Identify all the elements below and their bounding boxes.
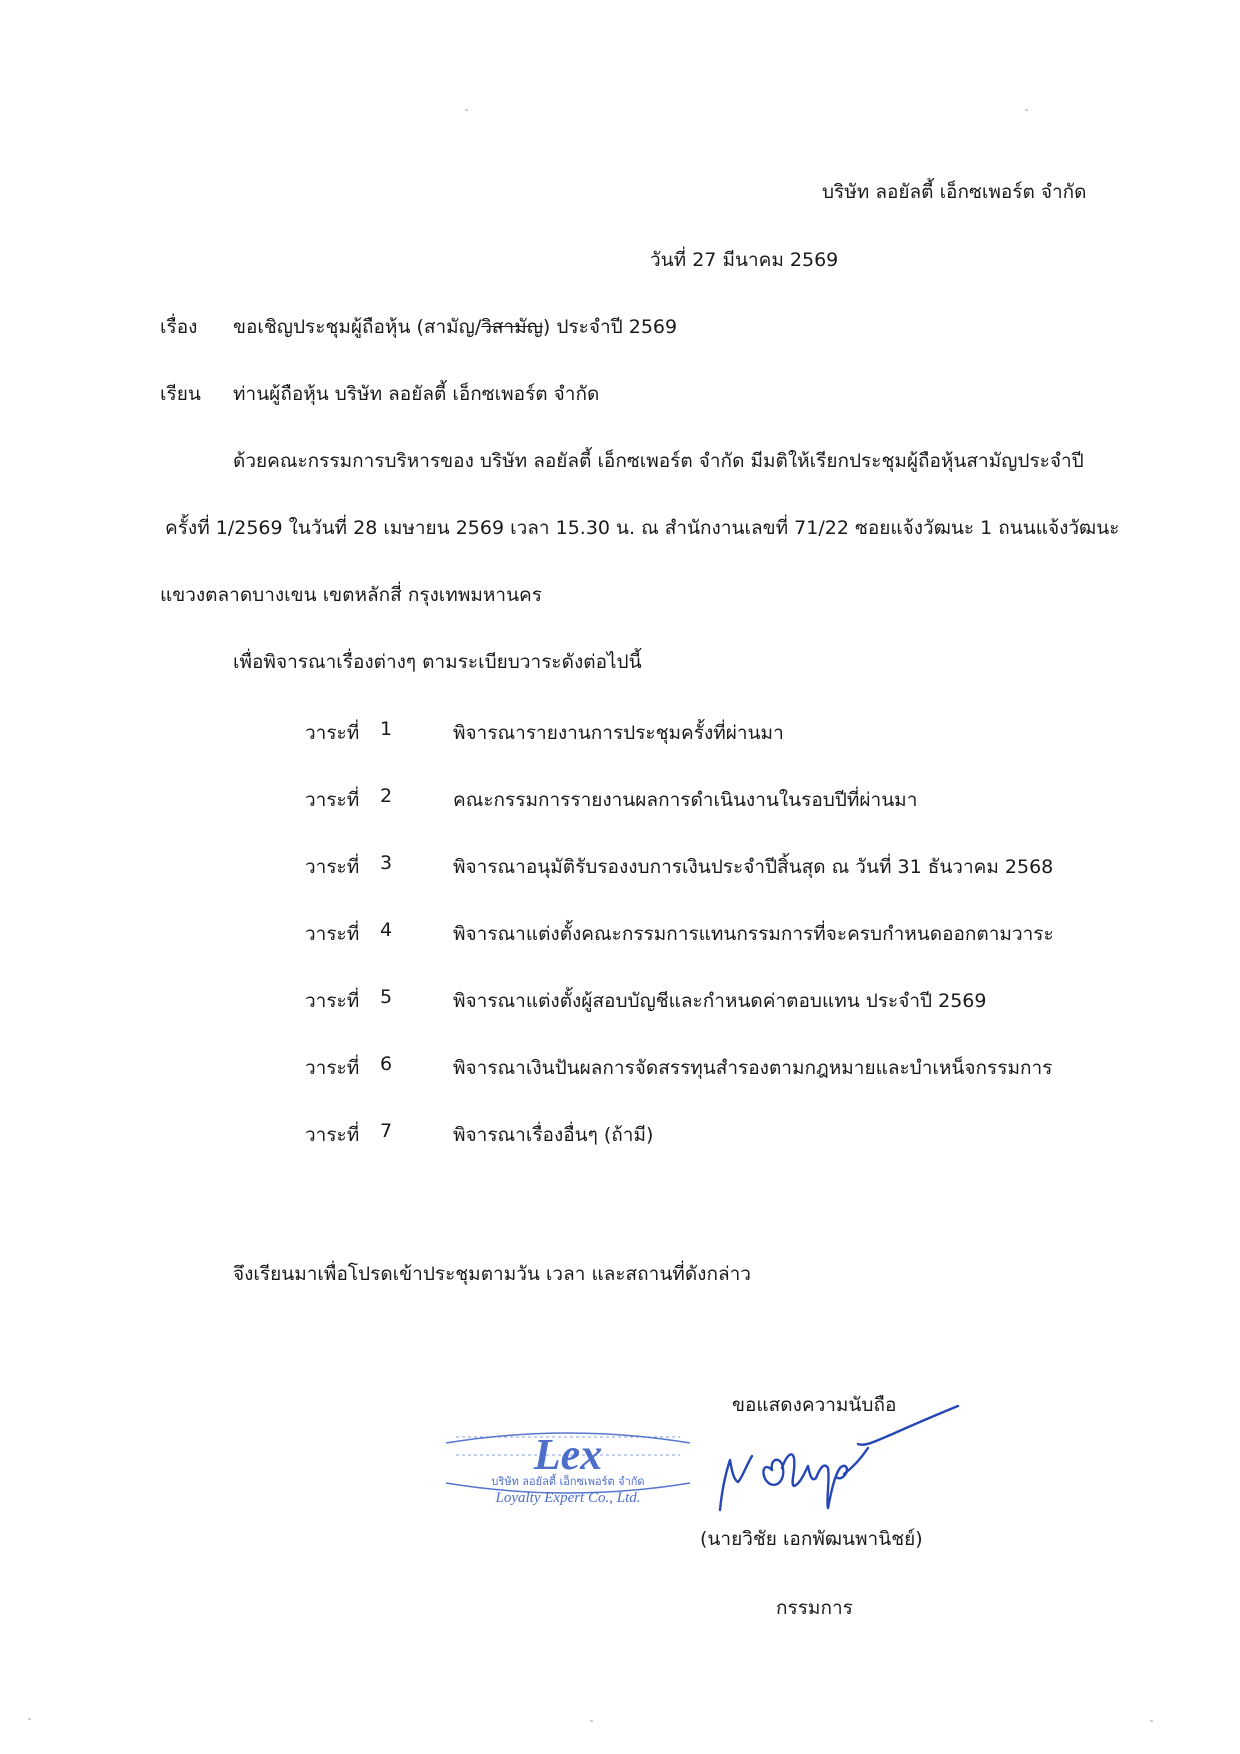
scan-speck <box>1025 109 1028 111</box>
regards-text: ขอแสดงความนับถือ <box>732 1394 897 1416</box>
scan-speck <box>590 1720 593 1722</box>
company-name-header: บริษัท ลอยัลตี้ เอ็กซเพอร์ต จำกัด <box>822 181 1087 203</box>
agenda-text: พิจารณาเรื่องอื่นๆ (ถ้ามี) <box>453 1124 654 1146</box>
agenda-number: 6 <box>380 1053 393 1075</box>
agenda-text: พิจารณารายงานการประชุมครั้งที่ผ่านมา <box>453 722 784 744</box>
subject-text-after: ) ประจำปี 2569 <box>542 316 678 338</box>
agenda-item <box>305 919 1105 949</box>
agenda-text: พิจารณาแต่งตั้งคณะกรรมการแทนกรรมการที่จะครบกำหนดออกตามวาระ <box>453 923 1054 945</box>
scan-speck <box>28 1718 31 1720</box>
recipient-label: เรียน <box>160 383 201 405</box>
subject-text-before: ขอเชิญประชุมผู้ถือหุ้น (สามัญ/ <box>233 316 482 338</box>
body-line-3: แขวงตลาดบางเขน เขตหลักสี่ กรุงเทพมหานคร <box>160 584 542 606</box>
body-line-2: ครั้งที่ 1/2569 ในวันที่ 28 เมษายน 2569 เวลา 15.30 น. ณ สำนักงานเลขที่ 71/22 ซอยแจ้งวัฒนะ 1 ถนนแจ้งวัฒนะ <box>165 517 1120 539</box>
closing-text: จึงเรียนมาเพื่อโปรดเข้าประชุมตามวัน เวลา และสถานที่ดังกล่าว <box>233 1263 751 1285</box>
agenda-label: วาระที่ <box>305 722 360 744</box>
agenda-item <box>305 1053 1105 1083</box>
agenda-number: 2 <box>380 785 393 807</box>
stamp-logo-text: Lex <box>533 1430 603 1479</box>
agenda-item <box>305 986 1105 1016</box>
agenda-label: วาระที่ <box>305 923 360 945</box>
agenda-number: 1 <box>380 718 393 740</box>
agenda-item <box>305 785 1105 815</box>
signer-name: (นายวิชัย เอกพัฒนพานิชย์) <box>700 1528 923 1550</box>
scan-speck <box>465 109 468 111</box>
agenda-item <box>305 852 1105 882</box>
agenda-number: 4 <box>380 919 393 941</box>
agenda-label: วาระที่ <box>305 1057 360 1079</box>
agenda-text: พิจารณาอนุมัติรับรองงบการเงินประจำปีสิ้นสุด ณ วันที่ 31 ธันวาคม 2568 <box>453 856 1054 878</box>
subject-label: เรื่อง <box>160 316 198 338</box>
agenda-text: คณะกรรมการรายงานผลการดำเนินงานในรอบปีที่ผ่านมา <box>453 789 918 811</box>
agenda-intro: เพื่อพิจารณาเรื่องต่างๆ ตามระเบียบวาระดังต่อไปนี้ <box>233 651 642 673</box>
agenda-number: 3 <box>380 852 393 874</box>
agenda-label: วาระที่ <box>305 990 360 1012</box>
agenda-item <box>305 1120 1105 1150</box>
scan-speck <box>1150 1720 1153 1722</box>
agenda-number: 5 <box>380 986 393 1008</box>
signer-position: กรรมการ <box>776 1597 853 1619</box>
agenda-item <box>305 718 1105 748</box>
agenda-text: พิจารณาเงินปันผลการจัดสรรทุนสำรองตามกฎหมายและบำเหน็จกรรมการ <box>453 1057 1053 1079</box>
agenda-label: วาระที่ <box>305 856 360 878</box>
body-line-1: ด้วยคณะกรรมการบริหารของ บริษัท ลอยัลตี้ เอ็กซเพอร์ต จำกัด มีมติให้เรียกประชุมผู้ถือหุ้นสามัญประจำปี <box>233 450 1084 472</box>
letter-date: วันที่ 27 มีนาคม 2569 <box>650 249 839 271</box>
agenda-text: พิจารณาแต่งตั้งผู้สอบบัญชีและกำหนดค่าตอบแทน ประจำปี 2569 <box>453 990 987 1012</box>
subject-struck-word: วิสามัญ <box>481 316 543 338</box>
agenda-number: 7 <box>380 1120 393 1142</box>
stamp-english-name: Loyalty Expert Co., Ltd. <box>495 1490 641 1506</box>
handwritten-signature <box>712 1398 962 1518</box>
company-stamp <box>442 1425 694 1511</box>
recipient-text: ท่านผู้ถือหุ้น บริษัท ลอยัลตี้ เอ็กซเพอร์ต จำกัด <box>233 383 600 405</box>
agenda-label: วาระที่ <box>305 789 360 811</box>
stamp-thai-name: บริษัท ลอยัลตี้ เอ็กซเพอร์ต จำกัด <box>491 1475 645 1488</box>
agenda-label: วาระที่ <box>305 1124 360 1146</box>
subject-line <box>233 316 677 339</box>
